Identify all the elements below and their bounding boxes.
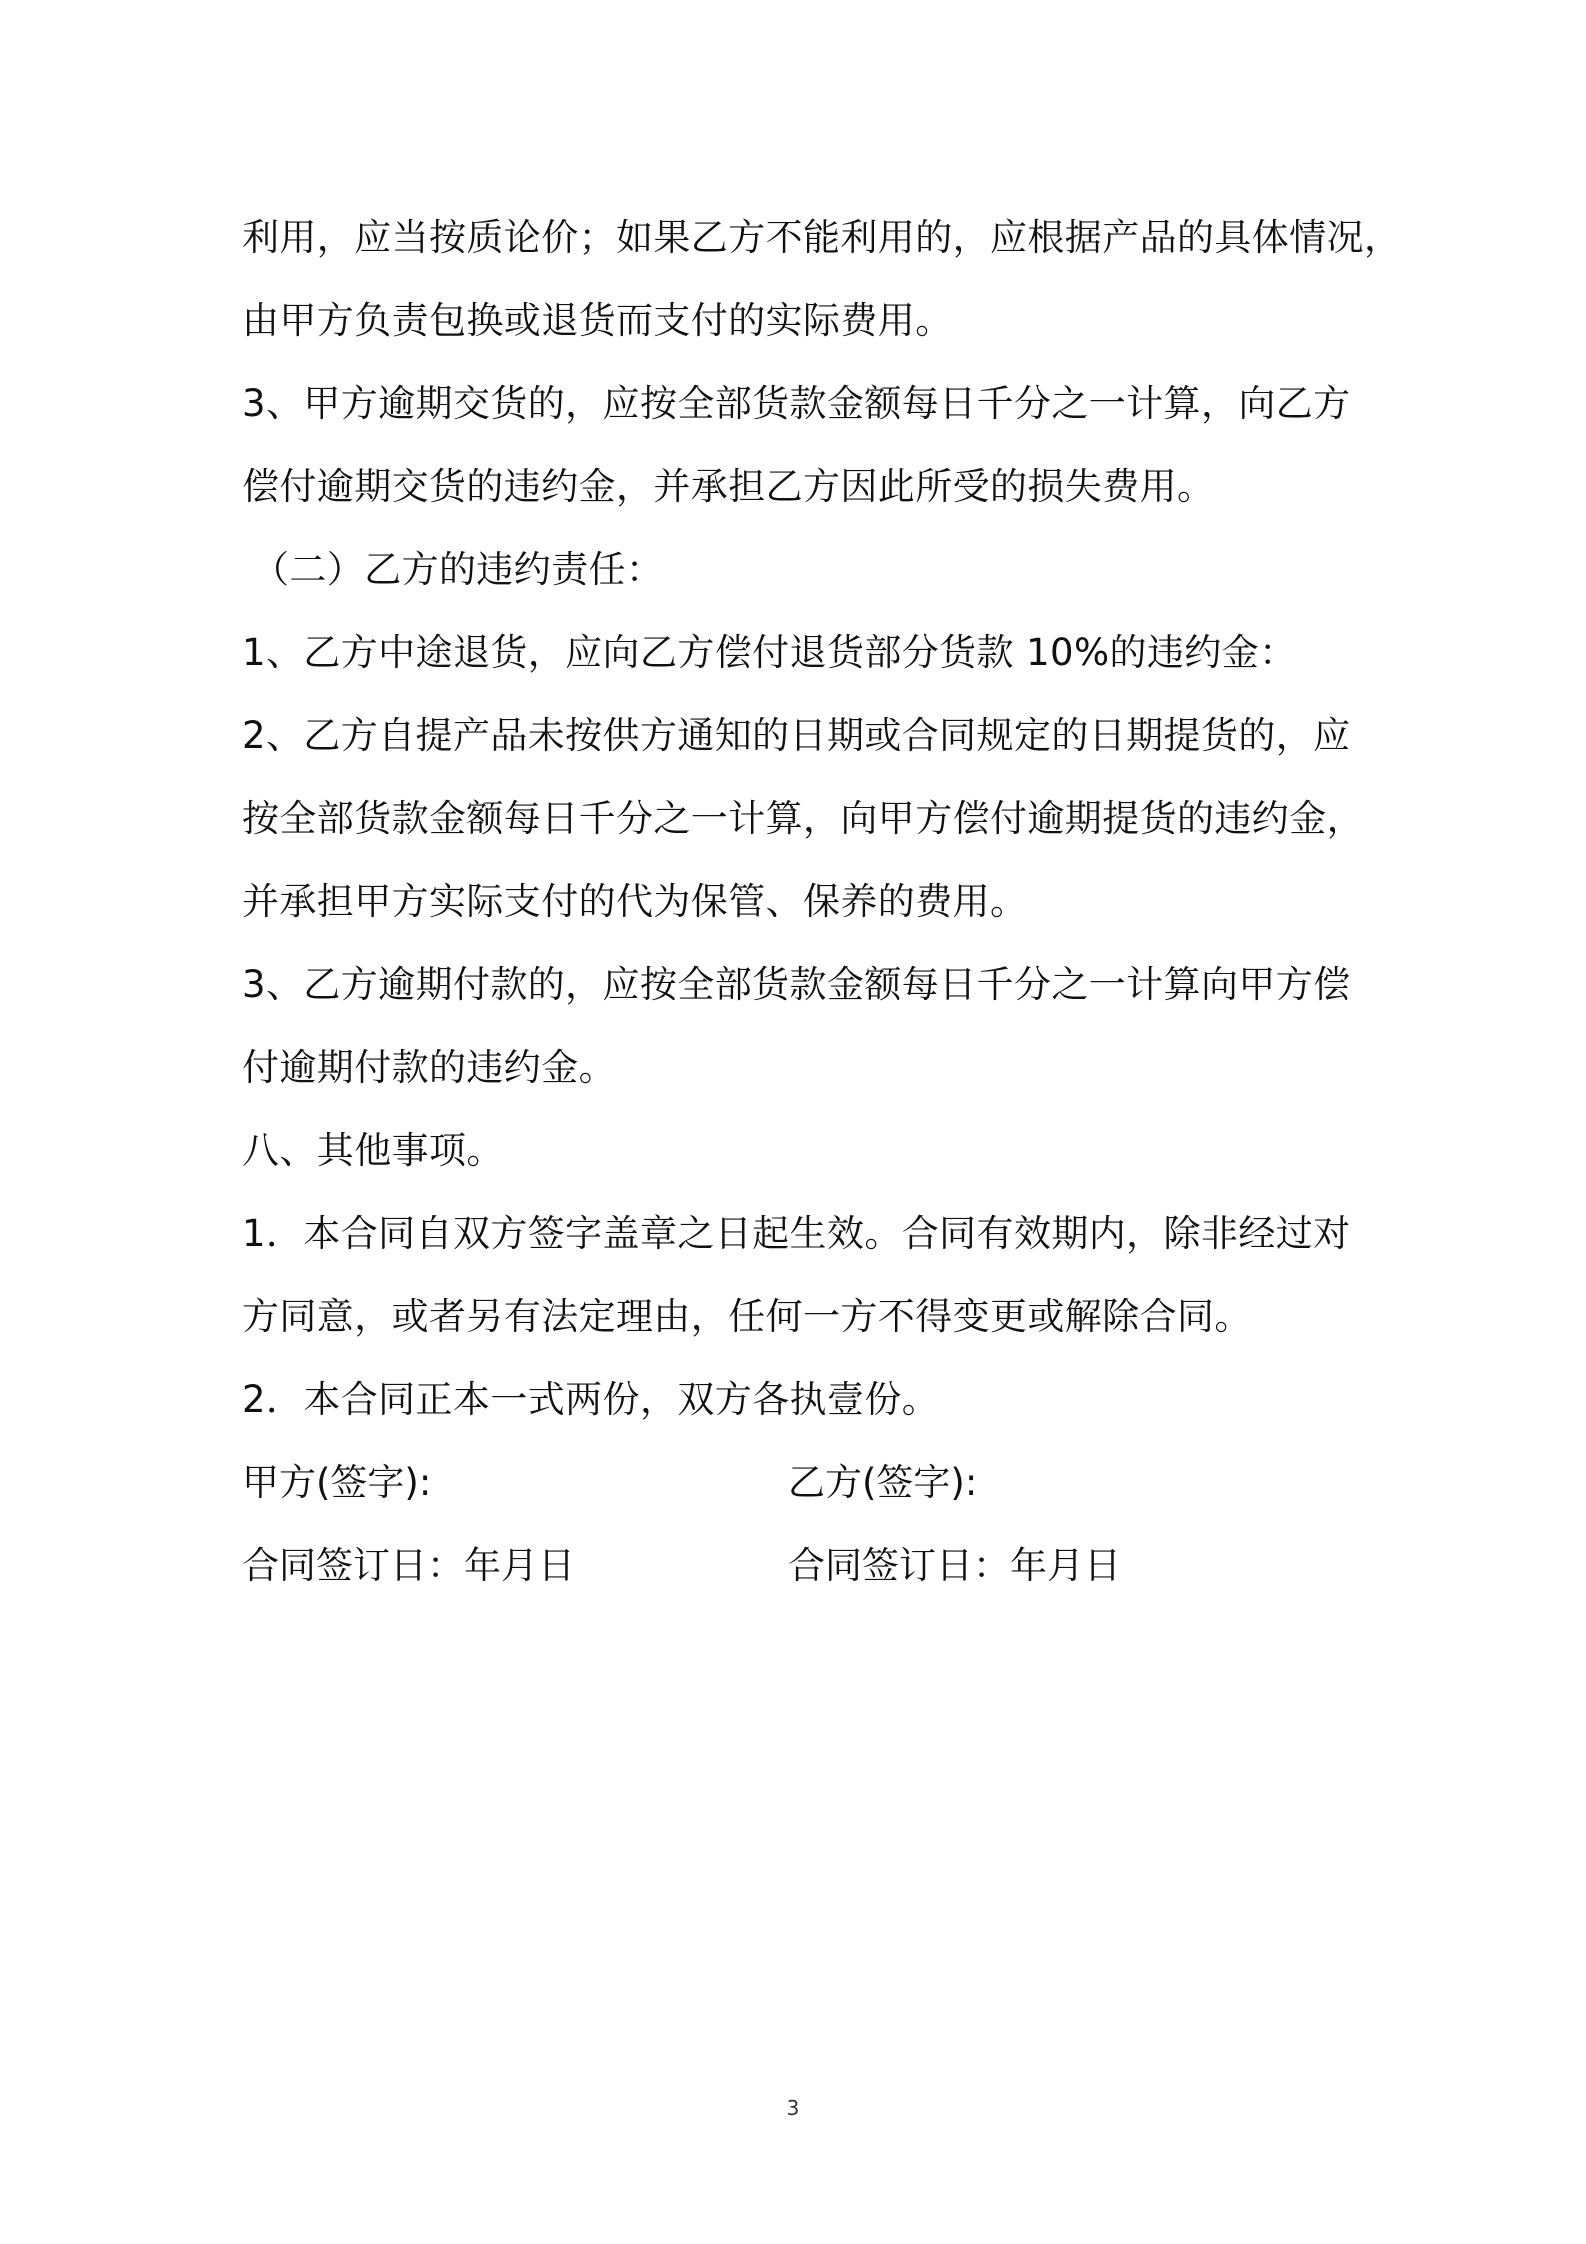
paragraph-line: 方同意，或者另有法定理由，任何一方不得变更或解除合同。	[242, 1295, 1252, 1338]
paragraph-line: 由甲方负责包换或退货而支付的实际费用。	[242, 299, 953, 342]
paragraph-line: 按全部货款金额每日千分之一计算，向甲方偿付逾期提货的违约金，	[242, 797, 1364, 840]
paragraph-line: 2．本合同正本一式两份，双方各执壹份。	[242, 1378, 940, 1421]
paragraph-line: 1、乙方中途退货，应向乙方偿付退货部分货款 10%的违约金：	[242, 631, 1297, 674]
party-b-signing-date: 合同签订日：年月日	[788, 1544, 1121, 1587]
paragraph-line: 付逾期付款的违约金。	[242, 1046, 616, 1089]
signing-date-row	[242, 1524, 1362, 1607]
paragraph-line: 3、甲方逾期交货的，应按全部货款金额每日千分之一计算，向乙方	[242, 382, 1351, 425]
page-number: 3	[786, 2096, 800, 2120]
paragraph-line: 偿付逾期交货的违约金，并承担乙方因此所受的损失费用。	[242, 465, 1215, 508]
party-a-signature-label: 甲方(签字):	[242, 1461, 432, 1504]
paragraph-line: 1．本合同自双方签字盖章之日起生效。合同有效期内，除非经过对	[242, 1212, 1351, 1255]
paragraph-line: 2、乙方自提产品未按供方通知的日期或合同规定的日期提货的，应	[242, 714, 1351, 757]
party-b-signature-label: 乙方(签字):	[788, 1461, 978, 1504]
paragraph-line: 利用，应当按质论价；如果乙方不能利用的，应根据产品的具体情况，	[242, 216, 1402, 259]
section-heading: 八、其他事项。	[242, 1129, 504, 1172]
signature-row	[242, 1441, 1362, 1524]
section-heading: （二）乙方的违约责任：	[252, 548, 664, 591]
party-a-signing-date: 合同签订日：年月日	[242, 1544, 575, 1587]
paragraph-line: 并承担甲方实际支付的代为保管、保养的费用。	[242, 880, 1028, 923]
paragraph-line: 3、乙方逾期付款的，应按全部货款金额每日千分之一计算向甲方偿	[242, 963, 1351, 1006]
document-body	[242, 196, 1402, 1607]
